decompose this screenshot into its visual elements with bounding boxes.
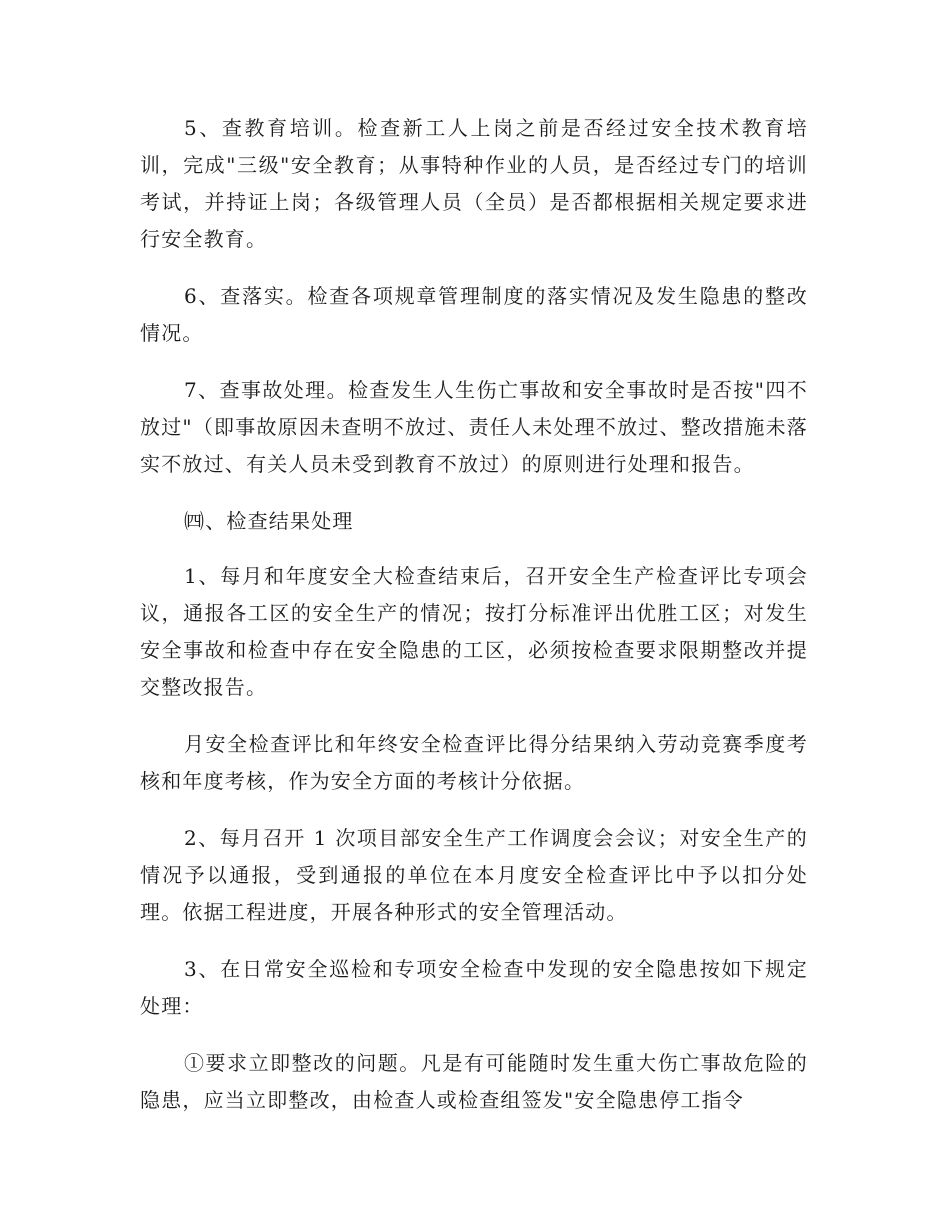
paragraph-hazard-rules: 3、在日常安全巡检和专项安全检查中发现的安全隐患按如下规定处理： [140, 957, 808, 1018]
paragraph-monthly-inspection: 1、每月和年度安全大检查结束后，召开安全生产检查评比专项会议，通报各工区的安全生产的情况；按打分标准评出优胜工区；对发生安全事故和检查中存在安全隐患的工区，必须按检查要求限期整改并提交整改报告。 [140, 564, 808, 699]
section-heading-results: ㈣、检查结果处理 [184, 509, 354, 533]
paragraph-accident-handling: 7、查事故处理。检查发生人生伤亡事故和安全事故时是否按"四不放过"（即事故原因未查明不放过、责任人未处理不放过、整改措施未落实不放过、有关人员未受到教育不放过）的原则进行处理和报告。 [140, 378, 808, 476]
document-body [140, 110, 808, 1139]
paragraph-score-assessment: 月安全检查评比和年终安全检查评比得分结果纳入劳动竞赛季度考核和年度考核，作为安全方面的考核计分依据。 [140, 732, 808, 793]
paragraph-monthly-meeting: 2、每月召开 1 次项目部安全生产工作调度会会议；对安全生产的情况予以通报，受到通报的单位在本月度安全检查评比中予以扣分处理。依据工程进度，开展各种形式的安全管理活动。 [140, 826, 808, 924]
paragraph-implementation: 6、查落实。检查各项规章管理制度的落实情况及发生隐患的整改情况。 [140, 284, 808, 345]
paragraph-education-training: 5、查教育培训。检查新工人上岗之前是否经过安全技术教育培训，完成"三级"安全教育；从事特种作业的人员，是否经过专门的培训考试，并持证上岗；各级管理人员（全员）是否都根据相关规定要求进行安全教育。 [140, 116, 808, 251]
paragraph-immediate-rectification: ①要求立即整改的问题。凡是有可能随时发生重大伤亡事故危险的隐患，应当立即整改，由检查人或检查组签发"安全隐患停工指令 [140, 1051, 808, 1112]
